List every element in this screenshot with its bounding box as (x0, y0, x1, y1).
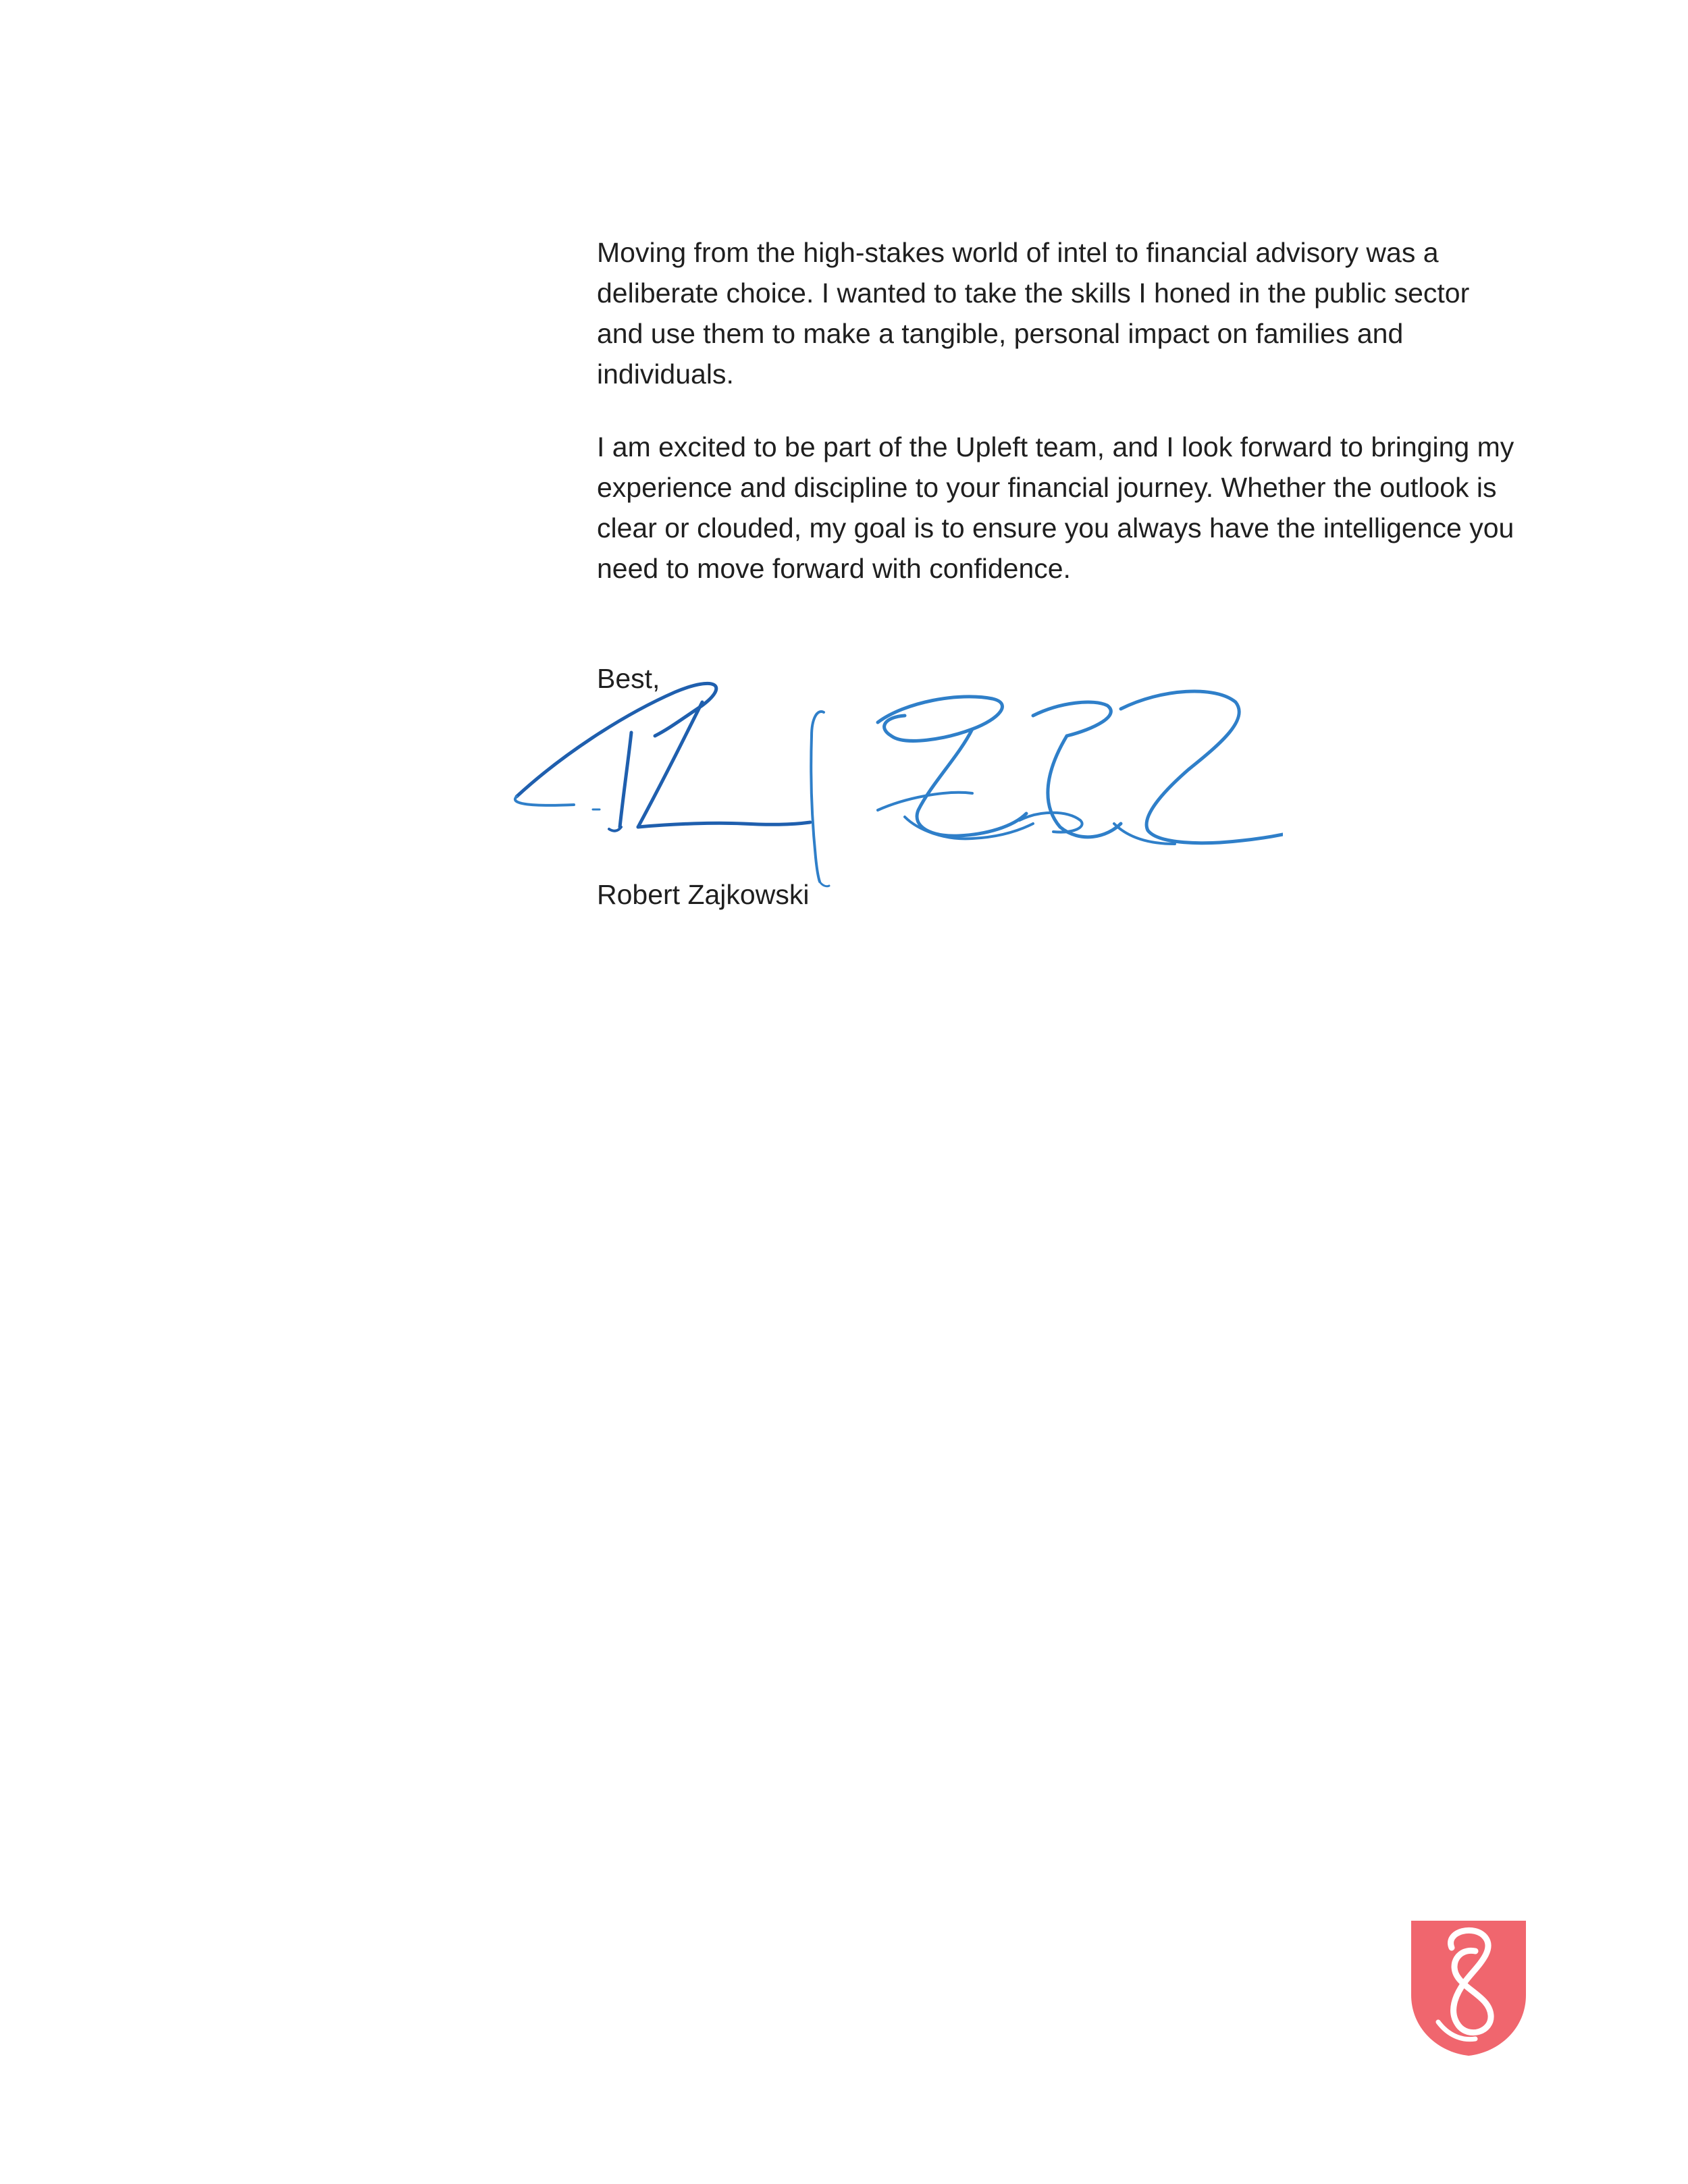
closing-salutation: Best, (597, 663, 660, 694)
signer-name: Robert Zajkowski (597, 879, 810, 910)
paragraph-team-intro: I am excited to be part of the Upleft team, and I look forward to bringing my experience and discipline to your financial journey. Whether the outlook is clear or clouded, my goal is to ensure you always have the intelligence you need to move forward with confidence. (597, 431, 1514, 584)
brand-knot-shield-icon (1411, 1921, 1526, 2056)
paragraph-career-change: Moving from the high-stakes world of intel to financial advisory was a deliberate choice. I wanted to take the skills I honed in the public sector and use them to make a tangible, personal impact on families and individuals. (597, 237, 1470, 390)
handwritten-signature (500, 655, 1283, 911)
letter-body (597, 232, 1515, 621)
